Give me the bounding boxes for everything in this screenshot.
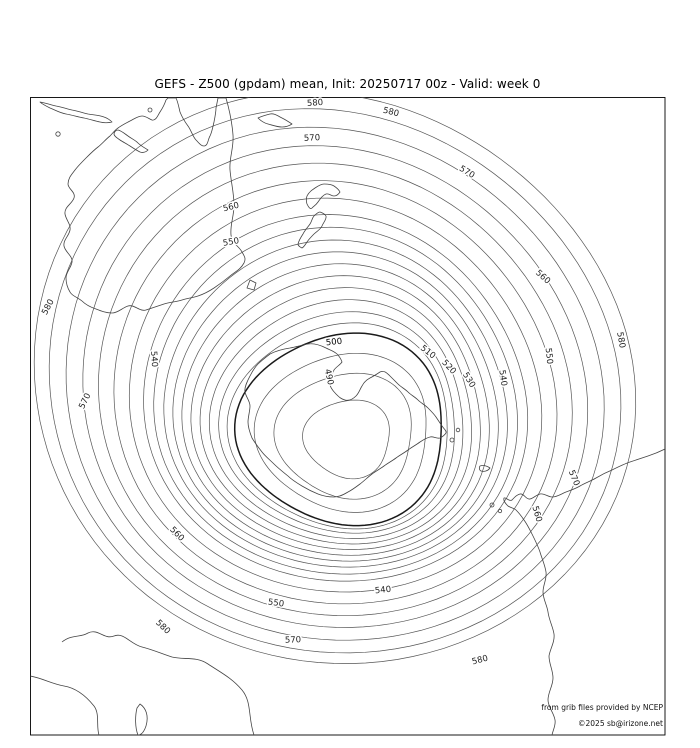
coastline-indonesia xyxy=(40,102,112,123)
coastlines xyxy=(30,98,665,735)
contour-530 xyxy=(182,264,489,556)
contour-555 xyxy=(129,198,542,592)
contour-label-580: 580 xyxy=(614,331,627,349)
coastline-antarctic-island xyxy=(456,428,460,432)
contour-label-540: 540 xyxy=(147,350,160,368)
contour-565 xyxy=(98,163,572,616)
map-frame xyxy=(31,98,666,736)
contour-490 xyxy=(274,373,411,499)
contour-550 xyxy=(144,215,528,582)
contour-525 xyxy=(191,276,481,550)
coastline-cape-horn-island xyxy=(498,509,501,512)
coastline-africa-west xyxy=(30,676,99,735)
coastline-antarctic-island xyxy=(450,438,454,442)
coastline-nz-north xyxy=(306,184,340,209)
contour-label-570: 570 xyxy=(77,391,94,411)
contour-535 xyxy=(173,252,498,561)
contour-label-570: 570 xyxy=(303,133,321,144)
coastline-small-island xyxy=(56,132,60,136)
contour-label-580: 580 xyxy=(470,653,490,668)
coastline-africa-south xyxy=(62,632,254,735)
contour-label-580: 580 xyxy=(40,297,57,317)
contour-label-560: 560 xyxy=(222,200,241,215)
attribution-source: from grib files provided by NCEP xyxy=(541,703,663,712)
contour-520 xyxy=(200,288,471,544)
contour-495 xyxy=(254,353,426,512)
contour-label-540: 540 xyxy=(374,584,392,597)
contour-label-500: 500 xyxy=(325,336,343,349)
contour-label-570: 570 xyxy=(565,468,582,488)
coastline-timor xyxy=(258,114,292,127)
contour-570 xyxy=(83,146,588,628)
coastline-tasmania xyxy=(247,280,256,290)
contour-label-510: 510 xyxy=(418,343,438,362)
contour-label-570: 570 xyxy=(457,163,477,181)
chart-title: GEFS - Z500 (gpdam) mean, Init: 20250717 00z - Valid: week 0 xyxy=(154,77,541,91)
contour-label-490: 490 xyxy=(321,368,336,387)
coastline-australia xyxy=(64,98,245,313)
contour-label-580: 580 xyxy=(153,618,172,637)
coastline-sulawesi xyxy=(114,130,148,152)
contour-label-550: 550 xyxy=(222,236,240,249)
contour-label-580: 580 xyxy=(306,97,324,110)
contour-labels xyxy=(40,98,627,667)
coastline-small-island xyxy=(148,108,152,112)
contour-label-550: 550 xyxy=(542,347,555,365)
contour-label-580: 580 xyxy=(381,105,400,120)
coastline-south-georgia xyxy=(479,466,490,472)
coastline-madagascar xyxy=(136,704,148,735)
contour-label-550: 550 xyxy=(267,597,285,610)
contour-label-520: 520 xyxy=(439,357,458,377)
coastline-south-america xyxy=(504,449,665,735)
contour-label-560: 560 xyxy=(167,525,186,544)
coastline-antarctica xyxy=(245,344,446,497)
contour-label-560: 560 xyxy=(533,268,553,287)
attribution-copyright: ©2025 sb@irizone.net xyxy=(578,719,663,728)
contour-label-570: 570 xyxy=(284,635,302,646)
contour-label-530: 530 xyxy=(460,370,478,390)
contour-485 xyxy=(303,400,390,479)
contour-545 xyxy=(154,227,518,574)
contour-label-560: 560 xyxy=(529,504,544,524)
contour-label-540: 540 xyxy=(496,369,509,387)
